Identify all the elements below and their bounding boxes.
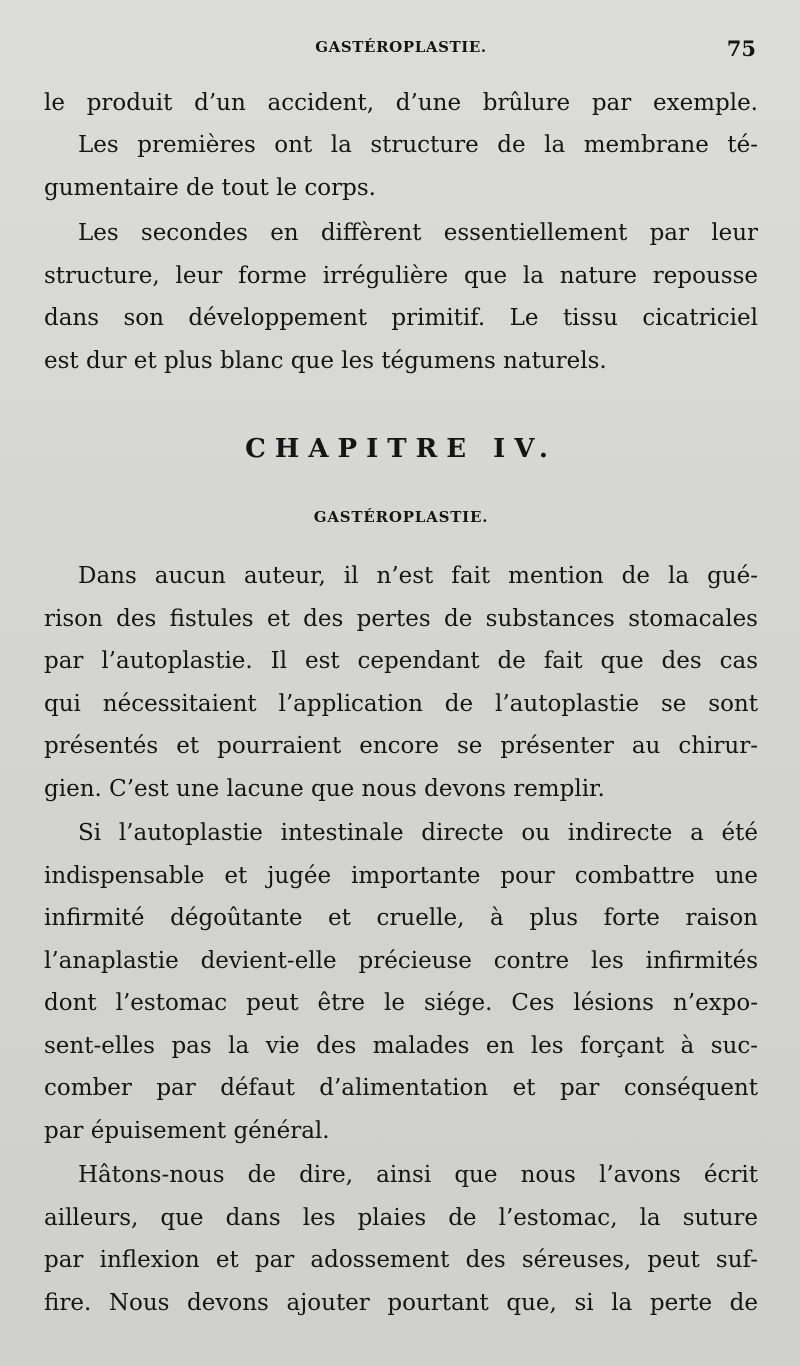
text-line: dans son développement primitif. Le tissu cicatriciel [44, 305, 758, 331]
text-line: ailleurs, que dans les plaies de l’estomac, la suture [44, 1205, 758, 1231]
text-line: l’anaplastie devient-elle précieuse contre les infirmités [44, 948, 758, 974]
text-line: présentés et pourraient encore se présenter au chirur- [44, 733, 758, 759]
text-line: infirmité dégoûtante et cruelle, à plus forte raison [44, 905, 758, 931]
text-line: est dur et plus blanc que les tégumens naturels. [44, 348, 607, 374]
text-line: gumentaire de tout le corps. [44, 175, 376, 201]
text-line: sent-elles pas la vie des malades en les forçant à suc- [44, 1033, 758, 1059]
text-line: par épuisement général. [44, 1118, 330, 1144]
text-line: Hâtons-nous de dire, ainsi que nous l’avons écrit [78, 1162, 758, 1188]
text-line: Les premières ont la structure de la membrane té- [78, 132, 758, 158]
running-title: GASTÉROPLASTIE. [315, 38, 487, 56]
text-line: fire. Nous devons ajouter pourtant que, si la perte de [44, 1290, 758, 1316]
text-line: Dans aucun auteur, il n’est fait mention de la gué- [78, 563, 758, 589]
chapter-heading: CHAPITRE IV. [245, 434, 557, 464]
text-line: par inflexion et par adossement des séreuses, peut suf- [44, 1247, 758, 1273]
text-line: structure, leur forme irrégulière que la nature repousse [44, 263, 758, 289]
section-heading: GASTÉROPLASTIE. [313, 508, 489, 526]
page-number: 75 [726, 36, 756, 61]
text-line: Si l’autoplastie intestinale directe ou indirecte a été [78, 820, 758, 846]
text-line: par l’autoplastie. Il est cependant de fait que des cas [44, 648, 758, 674]
text-line: gien. C’est une lacune que nous devons remplir. [44, 776, 605, 802]
running-head [44, 36, 758, 60]
text-line: rison des fistules et des pertes de substances stomacales [44, 606, 758, 632]
text-line: comber par défaut d’alimentation et par conséquent [44, 1075, 758, 1101]
text-line: Les secondes en diffèrent essentiellement par leur [78, 220, 758, 246]
text-line: dont l’estomac peut être le siége. Ces lésions n’expo- [44, 990, 758, 1016]
text-line: le produit d’un accident, d’une brûlure par exemple. [44, 90, 758, 116]
text-line: indispensable et jugée importante pour combattre une [44, 863, 758, 889]
text-line: qui nécessitaient l’application de l’autoplastie se sont [44, 691, 758, 717]
